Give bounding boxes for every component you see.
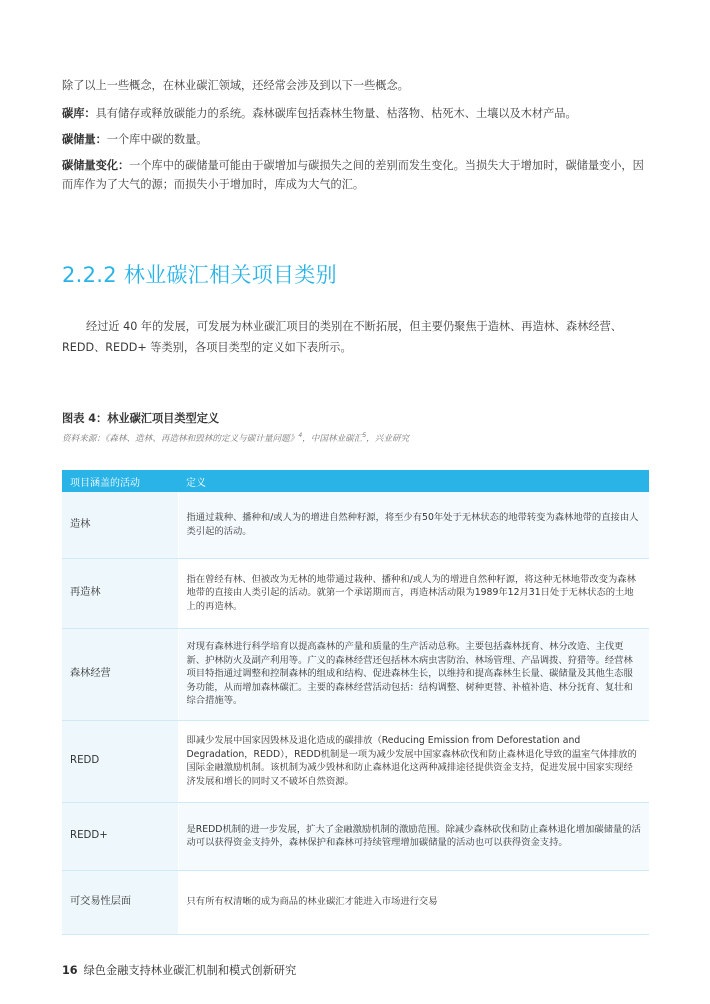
carbon-pool-text: 具有储存或释放碳能力的系统。森林碳库包括森林生物量、枯落物、枯死木、土壤以及木材产品。 xyxy=(95,107,577,120)
project-type-table xyxy=(62,470,649,935)
section-intro: 经过近 40 年的发展，可发展为林业碳汇项目的类别在不断拓展，但主要仍聚焦于造林、再造林、森林经营、REDD、REDD+ 等类别，各项目类型的定义如下表所示。 xyxy=(62,320,622,354)
source-mid: ，中国林业碳汇 xyxy=(302,434,363,444)
definition-cell: 是REDD机制的进一步发展，扩大了金融激励机制的激励范围。除减少森林砍伐和防止森林退化增加碳储量的活动可以获得资金支持外，森林保护和森林可持续管理增加碳储量的活动也可以获得资金支持。 xyxy=(178,802,649,870)
stock-change-term: 碳储量变化： xyxy=(62,159,130,172)
table-row xyxy=(62,492,649,558)
carbon-pool-definition xyxy=(62,104,650,123)
page-number: 16 xyxy=(62,964,78,977)
source-footnote-5: 5 xyxy=(362,432,367,440)
activity-cell: 再造林 xyxy=(62,558,178,628)
activity-cell: 可交易性层面 xyxy=(62,870,178,934)
activity-cell: REDD xyxy=(62,720,178,802)
definition-cell: 只有所有权清晰的成为商品的林业碳汇才能进入市场进行交易 xyxy=(178,870,649,934)
page-footer xyxy=(62,962,296,978)
carbon-stock-text: 一个库中碳的数量。 xyxy=(106,133,208,146)
section-heading: 2.2.2 林业碳汇相关项目类别 xyxy=(62,263,337,287)
table-row xyxy=(62,558,649,628)
definition-cell: 指通过栽种、播种和/或人为的增进自然种籽源，将至少有50年处于无林状态的地带转变为森林地带的直接由人类引起的活动。 xyxy=(178,492,649,558)
activity-cell: 森林经营 xyxy=(62,628,178,720)
header-definition: 定义 xyxy=(178,470,649,492)
carbon-stock-definition xyxy=(62,130,650,149)
carbon-pool-term: 碳库： xyxy=(62,107,96,120)
footer-title: 绿色金融支持林业碳汇机制和模式创新研究 xyxy=(83,964,297,977)
source-prefix: 资料来源：《森林、造林、再造林和毁林的定义与碳计量问题》 xyxy=(62,434,299,444)
table-row xyxy=(62,802,649,870)
definition-cell: 对现有森林进行科学培育以提高森林的产量和质量的生产活动总称。主要包括森林抚育、林分改造、主伐更新、护林防火及副产利用等。广义的森林经营还包括林木病虫害防治、林场管理、产品调拨、狩猎等。经营林项目特指通过调整和控制森林的组成和结构、促进森林生长，以维持和提高森林生长量、碳储量及其他生态服务功能，从而增加森林碳汇。主要的森林经营活动包括：结构调整、树种更替、补植补造、林分抚育、复壮和综合措施等。 xyxy=(178,628,649,720)
concepts-intro: 除了以上一些概念，在林业碳汇领域，还经常会涉及到以下一些概念。 xyxy=(62,79,409,92)
definition-cell: 即减少发展中国家因毁林及退化造成的碳排放（Reducing Emission from Deforestation and Degradation，REDD），REDD机制是一项为减少发展中国家森林砍伐和防止森林退化导致的温室气体排放的国际金融激励机制。该机制为减少毁林和防止森林退化这两种减排途径提供资金支持，促进发展中国家实现经济发展和增长的同时又不破坏自然资源。 xyxy=(178,720,649,802)
stock-change-text: 一个库中的碳储量可能由于碳增加与碳损失之间的差别而发生变化。当损失大于增加时，碳储量变小，因而库作为了大气的源；而损失小于增加时，库成为大气的汇。 xyxy=(62,159,644,191)
table-header-row xyxy=(62,470,649,492)
header-activity: 项目涵盖的活动 xyxy=(62,470,178,492)
carbon-stock-term: 碳储量： xyxy=(62,133,107,146)
table-row xyxy=(62,720,649,802)
stock-change-definition xyxy=(62,156,650,194)
source-footnote-4: 4 xyxy=(298,432,303,440)
figure-source xyxy=(62,432,409,444)
source-suffix: ，兴业研究 xyxy=(366,434,410,444)
table-row xyxy=(62,628,649,720)
table-row xyxy=(62,870,649,934)
figure-title: 图表 4：林业碳汇项目类型定义 xyxy=(62,412,220,425)
definition-cell: 指在曾经有林、但被改为无林的地带通过栽种、播种和/或人为的增进自然种籽源，将这种无林地带改变为森林地带的直接由人类引起的活动。就第一个承诺期而言，再造林活动限为1989年12月31日处于无林状态的土地上的再造林。 xyxy=(178,558,649,628)
activity-cell: 造林 xyxy=(62,492,178,558)
activity-cell: REDD+ xyxy=(62,802,178,870)
